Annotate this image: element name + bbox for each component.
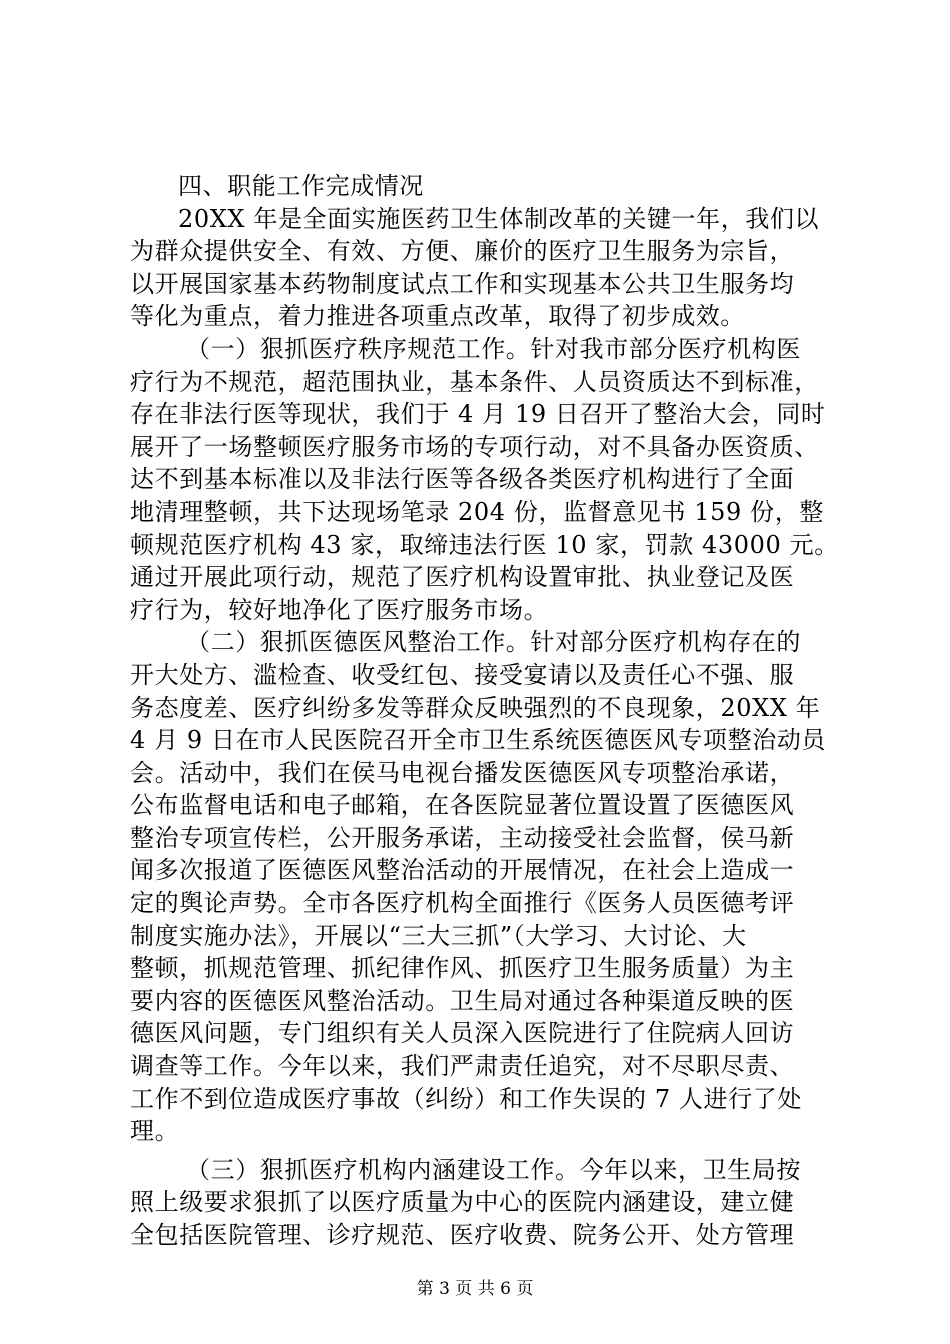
page-footer bbox=[0, 1278, 950, 1300]
paragraph-line: 制度实施办法》，开展以“三大三抓”（大学习、大讨论、大 bbox=[130, 921, 747, 950]
paragraph-line: 要内容的医德医风整治活动。卫生局对通过各种渠道反映的医 bbox=[130, 986, 795, 1015]
paragraph-line: 全包括医院管理、诊疗规范、医疗收费、院务公开、处方管理 bbox=[130, 1221, 795, 1249]
paragraph-line: （一）狠抓医疗秩序规范工作。针对我市部分医疗机构医 bbox=[186, 334, 801, 363]
paragraph-line: 通过开展此项行动，规范了医疗机构设置审批、执业登记及医 bbox=[130, 563, 795, 592]
paragraph-item-1 bbox=[130, 333, 839, 626]
paragraph-intro bbox=[130, 203, 830, 333]
section-heading: 四、职能工作完成情况 bbox=[178, 172, 424, 200]
paragraph-line: 为群众提供安全、有效、方便、廉价的医疗卫生服务为宗旨， bbox=[130, 237, 795, 266]
page-number: 第 3 页 共 6 页 bbox=[416, 1279, 534, 1299]
paragraph-line: 开大处方、滥检查、收受红包、接受宴请以及责任心不强、服 bbox=[130, 660, 795, 689]
paragraph-line: 以开展国家基本药物制度试点工作和实现基本公共卫生服务均 bbox=[130, 269, 795, 298]
paragraph-line: 务态度差、医疗纠纷多发等群众反映强烈的不良现象，20XX 年 bbox=[130, 693, 821, 722]
paragraph-line: 理。 bbox=[130, 1117, 180, 1146]
paragraph-line: 调查等工作。今年以来，我们严肃责任追究，对不尽职尽责、 bbox=[130, 1052, 795, 1081]
paragraph-line: 德医风问题，专门组织有关人员深入医院进行了住院病人回访 bbox=[130, 1019, 795, 1048]
paragraph-line: 公布监督电话和电子邮箱，在各医院显著位置设置了医德医风 bbox=[130, 791, 795, 820]
paragraph-line: 达不到基本标准以及非法行医等各级各类医疗机构进行了全面 bbox=[130, 465, 795, 494]
paragraph-line: 20XX 年是全面实施医药卫生体制改革的关键一年，我们以 bbox=[178, 204, 820, 233]
paragraph-line: 存在非法行医等现状，我们于 4 月 19 日召开了整治大会，同时 bbox=[130, 400, 826, 429]
paragraph-line: 疗行为不规范，超范围执业，基本条件、人员资质达不到标准， bbox=[130, 367, 819, 396]
paragraph-line: 等化为重点，着力推进各项重点改革，取得了初步成效。 bbox=[130, 302, 745, 331]
document-body bbox=[130, 170, 839, 1252]
paragraph-line: 整顿，抓规范管理、抓纪律作风、抓医疗卫生服务质量）为主 bbox=[130, 954, 795, 983]
paragraph-line: 会。活动中，我们在侯马电视台播发医德医风专项整治承诺， bbox=[130, 758, 795, 787]
paragraph-line: 工作不到位造成医疗事故（纠纷）和工作失误的 7 人进行了处 bbox=[130, 1084, 802, 1113]
paragraph-line: （三）狠抓医疗机构内涵建设工作。今年以来，卫生局按 bbox=[186, 1155, 801, 1184]
paragraph-line: 闻多次报道了医德医风整治活动的开展情况，在社会上造成一 bbox=[130, 856, 795, 885]
paragraph-line: （二）狠抓医德医风整治工作。针对部分医疗机构存在的 bbox=[186, 628, 801, 657]
paragraph-line: 疗行为，较好地净化了医疗服务市场。 bbox=[130, 595, 549, 624]
paragraph-item-2 bbox=[130, 626, 830, 1148]
paragraph-line: 4 月 9 日在市人民医院召开全市卫生系统医德医风专项整治动员 bbox=[130, 726, 827, 755]
paragraph-line: 照上级要求狠抓了以医疗质量为中心的医院内涵建设，建立健 bbox=[130, 1188, 795, 1217]
paragraph-line: 顿规范医疗机构 43 家，取缔违法行医 10 家，罚款 43000 元。 bbox=[130, 530, 839, 559]
paragraph-line: 展开了一场整顿医疗服务市场的专项行动，对不具备办医资质、 bbox=[130, 432, 819, 461]
paragraph-item-3 bbox=[130, 1154, 830, 1252]
paragraph-line: 整治专项宣传栏，公开服务承诺，主动接受社会监督，侯马新 bbox=[130, 823, 795, 852]
paragraph-line: 定的舆论声势。全市各医疗机构全面推行《医务人员医德考评 bbox=[130, 889, 795, 918]
paragraph-line: 地清理整顿，共下达现场笔录 204 份，监督意见书 159 份，整 bbox=[130, 497, 824, 526]
